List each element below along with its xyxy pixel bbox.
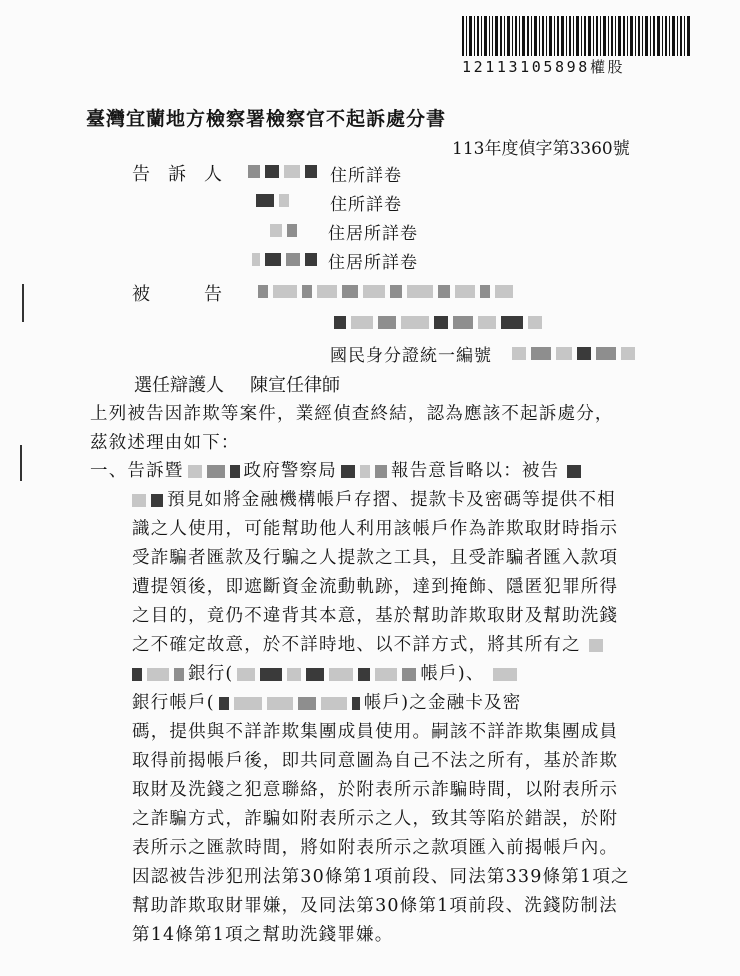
redacted-text <box>132 493 163 509</box>
redacted-text <box>589 638 603 654</box>
redacted-name <box>248 163 317 179</box>
redacted-text <box>567 464 581 480</box>
body-line: 上列被告因詐欺等案件，業經偵查終結，認為應該不起訴處分， <box>90 404 614 424</box>
body-line: 第14條第1項之幫助洗錢罪嫌。 <box>132 925 394 945</box>
text-segment: 一、告訴暨 <box>90 461 184 481</box>
text-segment: 帳戶)之金融卡及密 <box>363 693 522 713</box>
body-line: 幫助詐欺取財罪嫌，及同法第30條第1項前段、洗錢防制法 <box>132 896 618 916</box>
body-line: 取得前揭帳戶後，即共同意圖為自己不法之所有，基於詐欺 <box>132 751 619 771</box>
redacted-account <box>237 667 416 683</box>
body-line <box>132 689 521 714</box>
barcode-number: 12113105898權股 <box>462 58 626 76</box>
body-line <box>132 486 616 511</box>
text-segment: 政府警察局 <box>243 461 337 481</box>
redacted-name <box>256 192 289 208</box>
body-line: 碼，提供與不詳詐欺集團成員使用。嗣該不詳詐欺集團成員 <box>132 722 619 742</box>
redacted-text <box>188 464 240 480</box>
body-line: 遭提領後，即遮斷資金流動軌跡，達到掩飾、隱匿犯罪所得 <box>132 577 619 597</box>
body-line <box>132 631 603 656</box>
redacted-defendant-info <box>334 314 542 330</box>
text-segment: 預見如將金融機構帳戶存摺、提款卡及密碼等提供不相 <box>167 490 616 510</box>
complainant-address-note: 住所詳卷 <box>330 166 402 186</box>
text-segment: 銀行( <box>188 664 234 684</box>
complainant-address-note: 住居所詳卷 <box>328 253 418 273</box>
counsel-name: 陳宣任律師 <box>250 375 340 396</box>
redacted-text <box>132 667 184 683</box>
redacted-name <box>252 251 317 267</box>
body-line <box>132 660 517 685</box>
complainant-address-note: 住所詳卷 <box>330 195 402 215</box>
redacted-text <box>341 464 387 480</box>
document-title: 臺灣宜蘭地方檢察署檢察官不起訴處分書 <box>86 108 447 130</box>
body-line: 茲敘述理由如下： <box>90 433 240 453</box>
text-segment: 之不確定故意，於不詳時地、以不詳方式，將其所有之 <box>132 635 581 655</box>
redacted-text <box>493 667 517 683</box>
case-number: 113年度偵字第3360號 <box>452 139 630 159</box>
complainant-label: 告 訴 人 <box>132 164 222 185</box>
body-line: 因認被告涉犯刑法第30條第1項前段、同法第339條第1項之 <box>132 867 630 887</box>
counsel-label: 選任辯護人 <box>134 375 224 396</box>
margin-mark <box>20 445 22 481</box>
margin-mark <box>22 284 24 322</box>
redacted-account <box>219 696 360 712</box>
redacted-defendant-info <box>258 283 513 299</box>
body-line: 取財及洗錢之犯意聯絡，於附表所示詐騙時間，以附表所示 <box>132 780 619 800</box>
redacted-id-number <box>512 345 635 361</box>
body-line <box>90 457 581 482</box>
body-line: 識之人使用，可能幫助他人利用該帳戶作為詐欺取財時指示 <box>132 519 619 539</box>
text-segment: 銀行帳戶( <box>132 693 215 713</box>
text-segment: 報告意旨略以：被告 <box>391 461 560 481</box>
body-line: 之目的，竟仍不違背其本意，基於幫助詐欺取財及幫助洗錢 <box>132 606 619 626</box>
defendant-label: 被 告 <box>132 284 222 305</box>
body-line: 之詐騙方式，詐騙如附表所示之人，致其等陷於錯誤，於附 <box>132 809 619 829</box>
barcode <box>462 16 690 56</box>
id-number-label: 國民身分證統一編號 <box>330 346 492 366</box>
complainant-address-note: 住居所詳卷 <box>328 224 418 244</box>
body-line: 受詐騙者匯款及行騙之人提款之工具，且受詐騙者匯入款項 <box>132 548 619 568</box>
text-segment: 帳戶)、 <box>420 664 485 684</box>
redacted-name <box>270 222 297 238</box>
body-line: 表所示之匯款時間，將如附表所示之款項匯入前揭帳戶內。 <box>132 838 619 858</box>
